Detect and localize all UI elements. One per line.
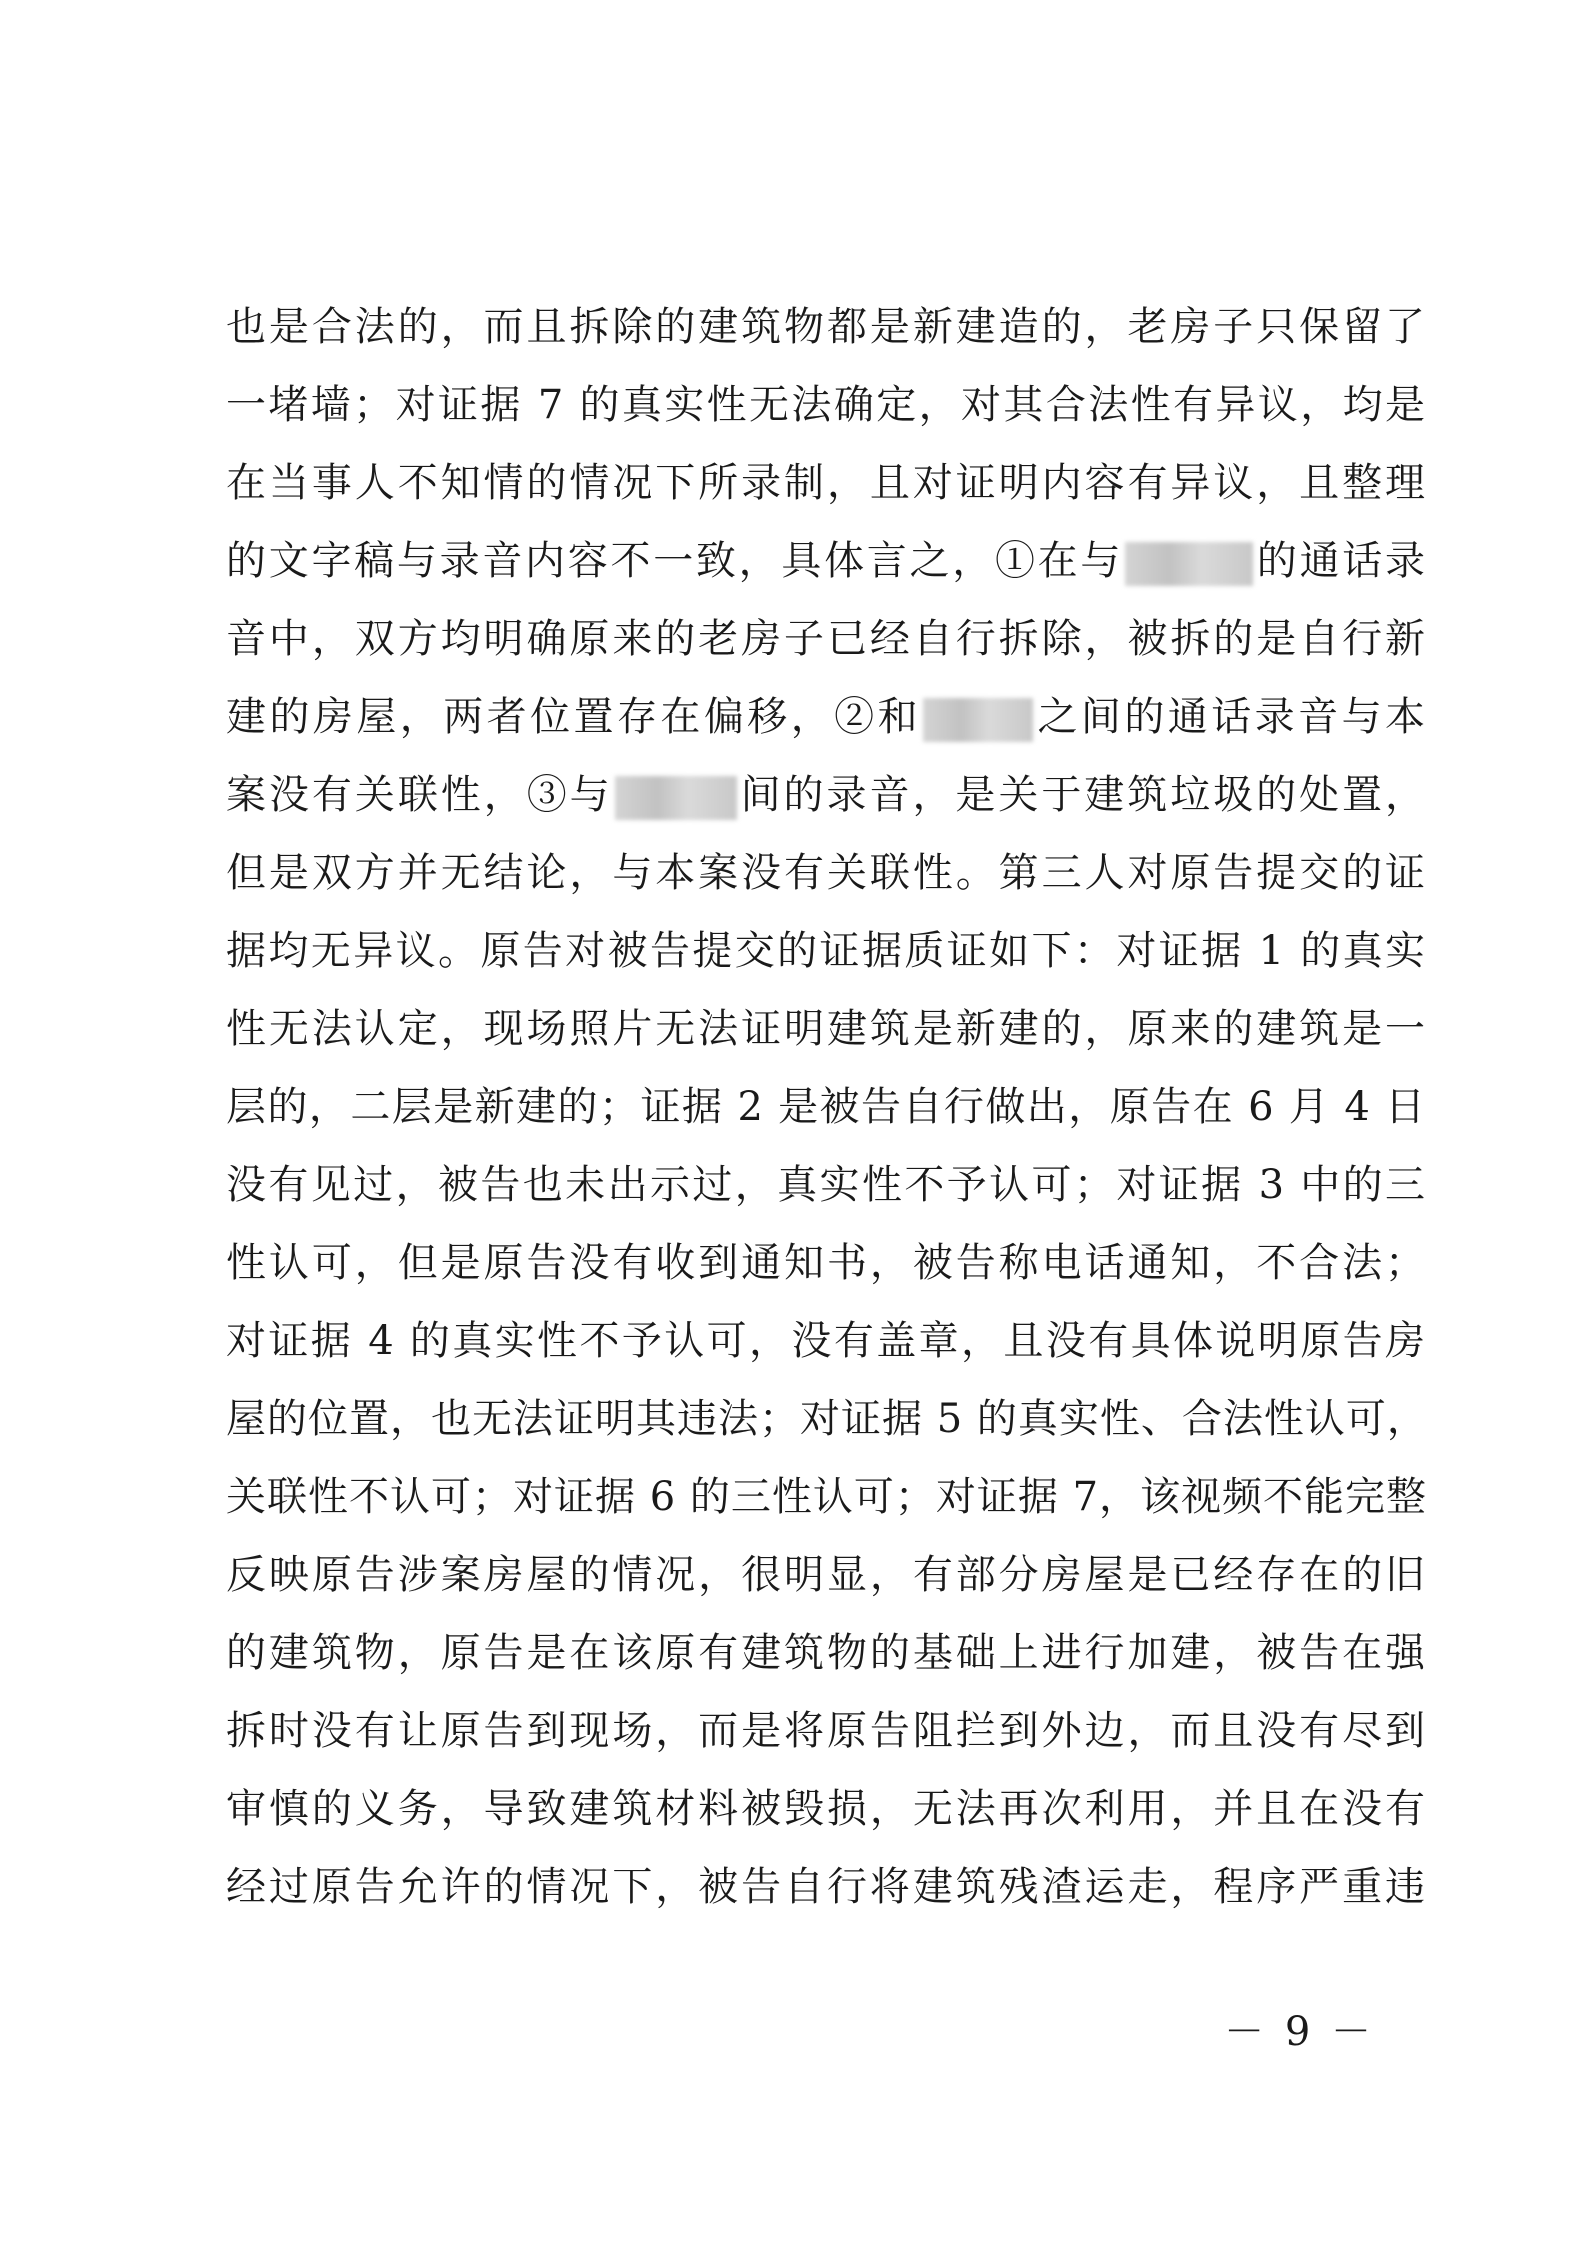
text-line-14: 对证据 4 的真实性不予认可，没有盖章，且没有具体说明原告房 bbox=[226, 1318, 1426, 1364]
text-segment: 建的房屋，两者位置存在偏移，②和 bbox=[226, 694, 922, 740]
text-line-1: 也是合法的，而且拆除的建筑物都是新建造的，老房子只保留了 bbox=[226, 304, 1426, 350]
text-line-12: 没有见过，被告也未出示过，真实性不予认可；对证据 3 中的三 bbox=[226, 1162, 1426, 1208]
text-segment: 的文字稿与录音内容不一致，具体言之，①在与 bbox=[226, 538, 1124, 584]
text-line-21: 经过原告允许的情况下，被告自行将建筑残渣运走，程序严重违 bbox=[226, 1864, 1426, 1910]
text-line-19: 拆时没有让原告到现场，而是将原告阻拦到外边，而且没有尽到 bbox=[226, 1708, 1426, 1754]
text-line-8: 但是双方并无结论，与本案没有关联性。第三人对原告提交的证 bbox=[226, 850, 1426, 896]
text-line-6 bbox=[226, 678, 1426, 756]
text-segment: 之间的通话录音与本 bbox=[1035, 694, 1427, 740]
text-segment: 的通话录 bbox=[1255, 538, 1427, 584]
redacted-name bbox=[923, 698, 1033, 742]
redacted-name bbox=[615, 776, 737, 820]
text-line-11: 层的，二层是新建的；证据 2 是被告自行做出，原告在 6 月 4 日 bbox=[226, 1084, 1426, 1130]
text-line-13: 性认可，但是原告没有收到通知书，被告称电话通知，不合法； bbox=[226, 1240, 1426, 1286]
page-number: － 9 － bbox=[1224, 2009, 1375, 2055]
text-line-5: 音中，双方均明确原来的老房子已经自行拆除，被拆的是自行新 bbox=[226, 616, 1426, 662]
text-line-16: 关联性不认可；对证据 6 的三性认可；对证据 7，该视频不能完整 bbox=[226, 1474, 1428, 1520]
text-line-9: 据均无异议。原告对被告提交的证据质证如下：对证据 1 的真实 bbox=[226, 928, 1426, 974]
text-line-2: 一堵墙；对证据 7 的真实性无法确定，对其合法性有异议，均是 bbox=[226, 382, 1426, 428]
text-line-10: 性无法认定，现场照片无法证明建筑是新建的，原来的建筑是一 bbox=[226, 1006, 1426, 1052]
text-line-20: 审慎的义务，导致建筑材料被毁损，无法再次利用，并且在没有 bbox=[226, 1786, 1426, 1832]
text-line-15: 屋的位置，也无法证明其违法；对证据 5 的真实性、合法性认可， bbox=[226, 1396, 1428, 1442]
body-text bbox=[226, 288, 1426, 1926]
text-segment: 案没有关联性，③与 bbox=[226, 772, 613, 818]
redacted-name bbox=[1125, 542, 1253, 586]
text-segment: 间的录音，是关于建筑垃圾的处置， bbox=[738, 772, 1427, 818]
text-line-4 bbox=[226, 522, 1426, 600]
text-line-18: 的建筑物，原告是在该原有建筑物的基础上进行加建，被告在强 bbox=[226, 1630, 1426, 1676]
text-line-7 bbox=[226, 756, 1426, 834]
text-line-3: 在当事人不知情的情况下所录制，且对证明内容有异议，且整理 bbox=[226, 460, 1426, 506]
text-line-17: 反映原告涉案房屋的情况，很明显，有部分房屋是已经存在的旧 bbox=[226, 1552, 1426, 1598]
